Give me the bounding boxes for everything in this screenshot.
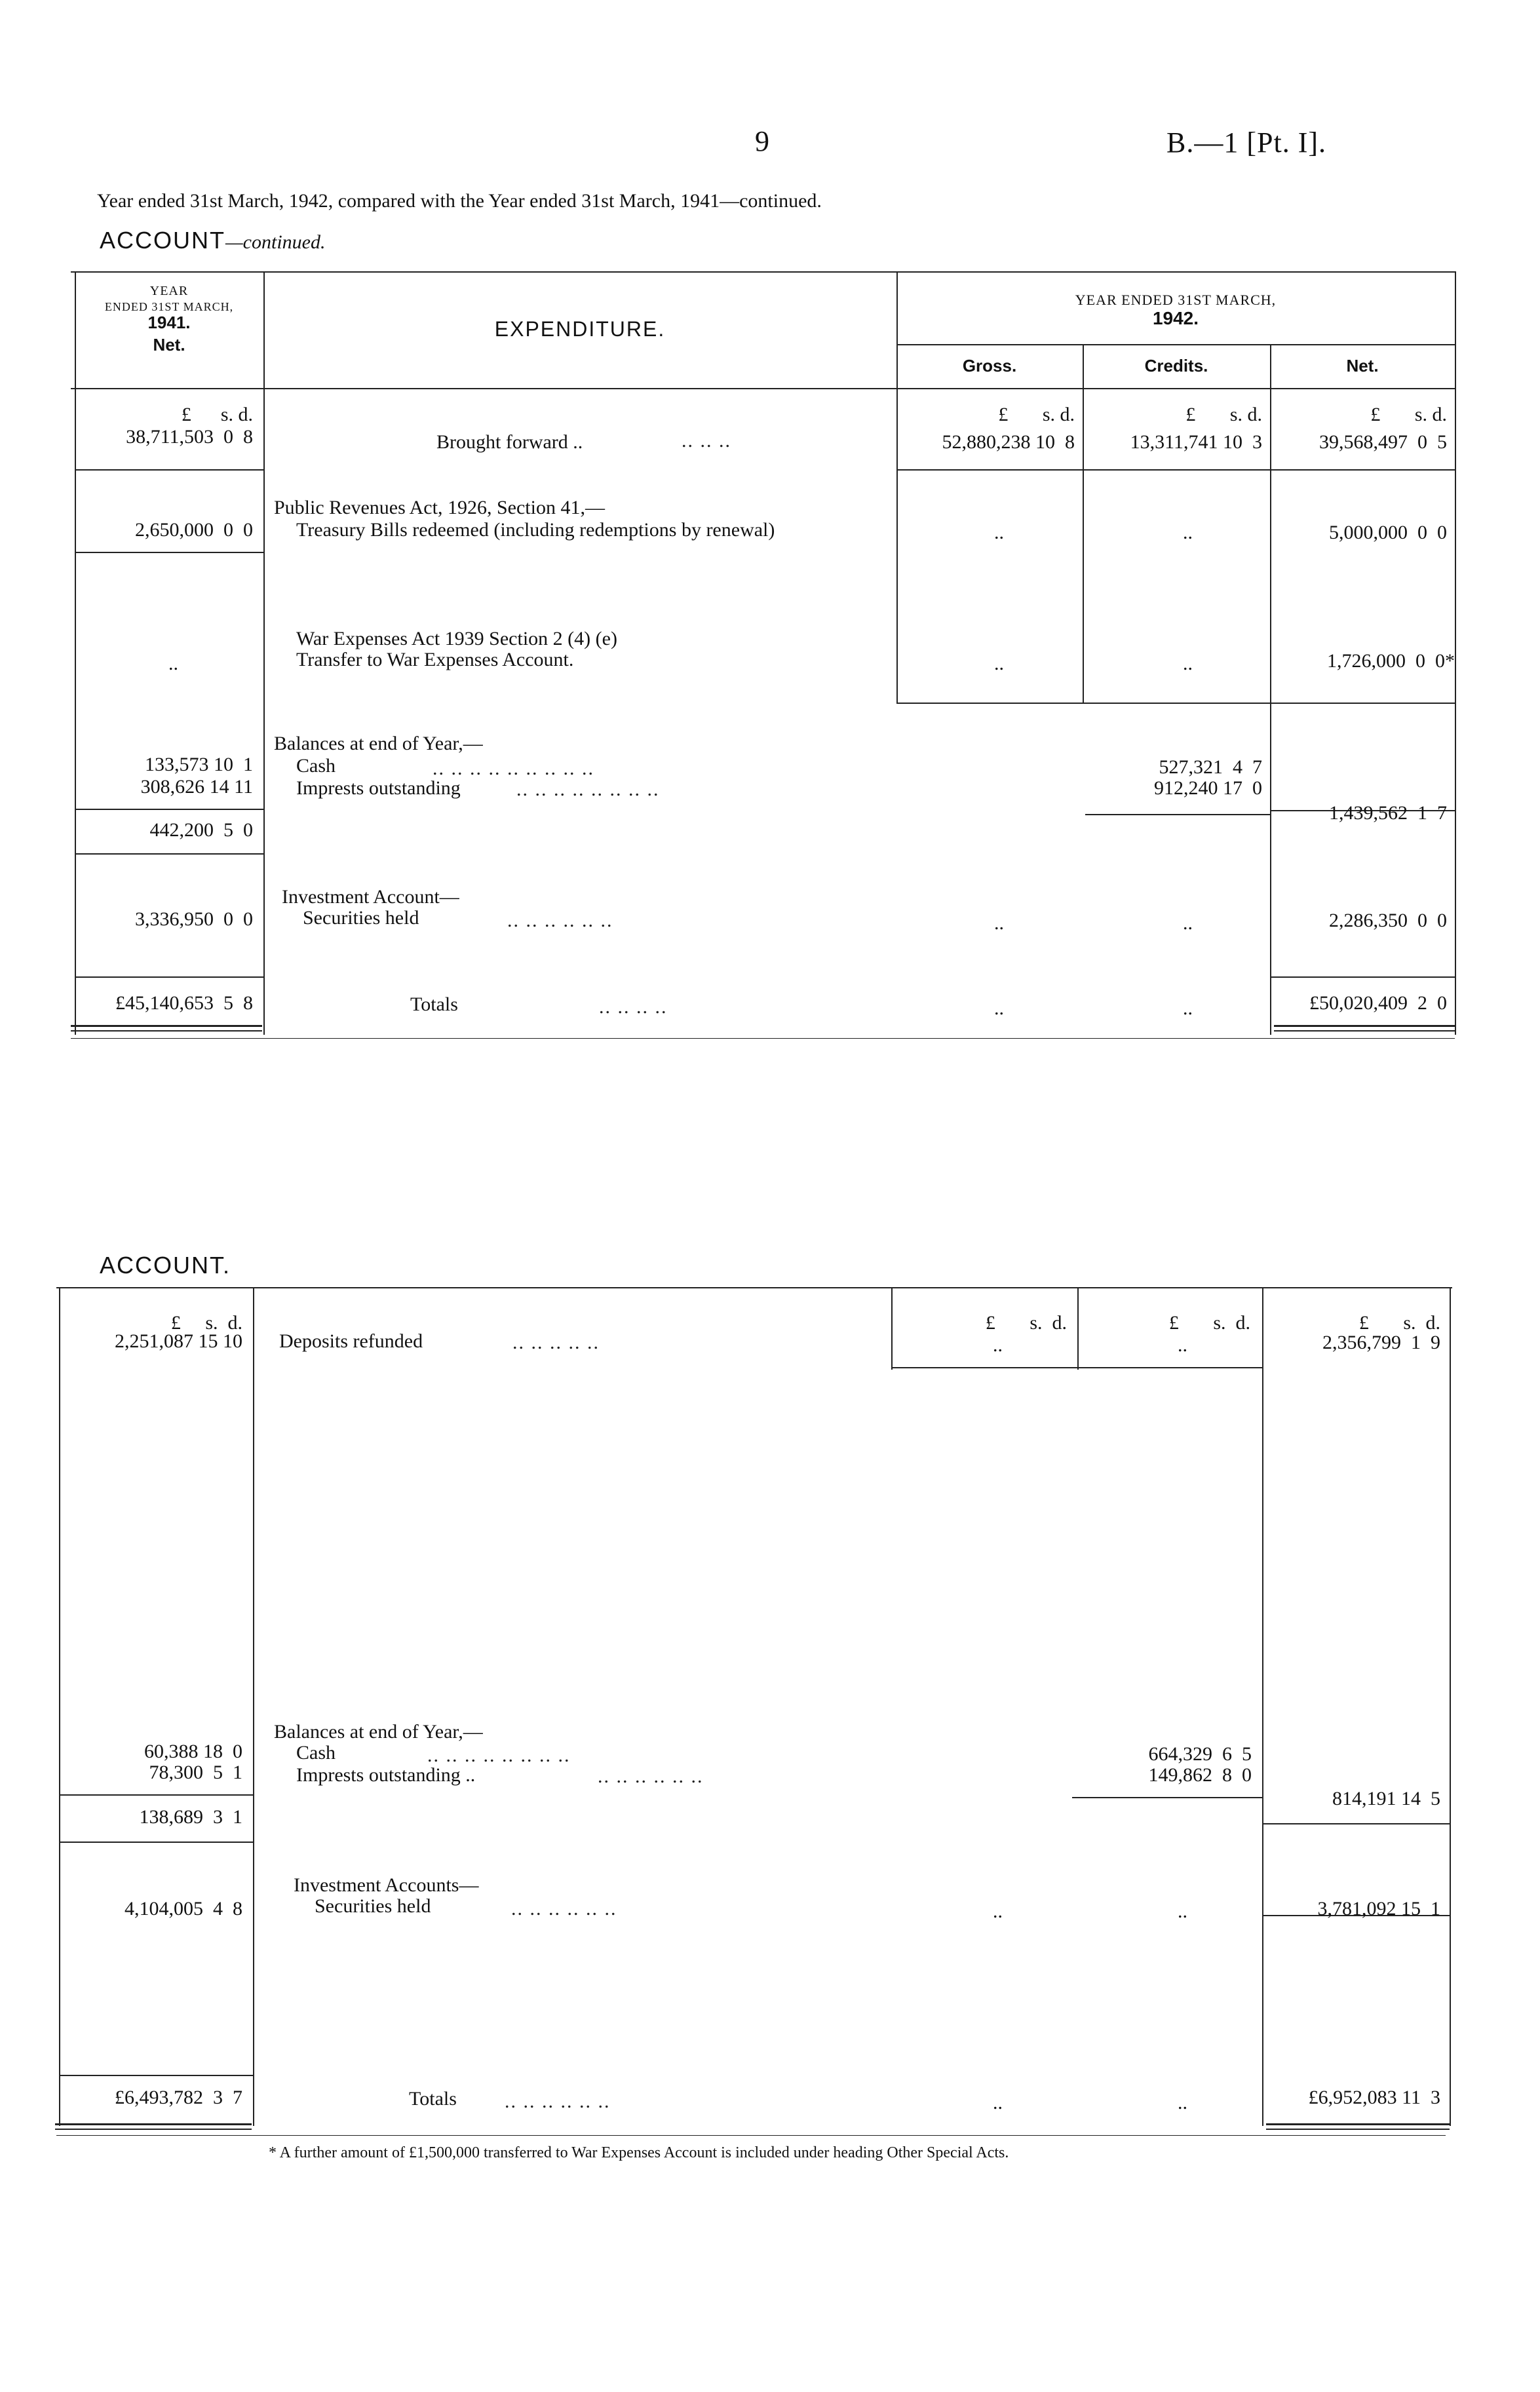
b-inv-leader: .. .. .. .. .. .. (511, 1898, 617, 1919)
dep-label: Deposits refunded (279, 1330, 423, 1352)
b-unit-credits: £ s. d. (1168, 1312, 1250, 1334)
bal-cash-label: Cash (296, 755, 336, 777)
header-year-1942 (896, 291, 1455, 328)
we-net: 1,726,000 0 0* (1327, 650, 1455, 672)
unit-net: £ s. d. (1370, 404, 1447, 425)
bal-label: Balances at end of Year,— (274, 733, 483, 754)
b-bal-label: Balances at end of Year,— (274, 1721, 483, 1743)
inv-gross: .. (994, 912, 1004, 934)
bal-prev-imprests: 308,626 14 11 (140, 776, 253, 798)
b-bal-cash-leader: .. .. .. .. .. .. .. .. (427, 1745, 571, 1766)
b-tot-label: Totals (409, 2088, 457, 2110)
b-bal-credits-cash: 664,329 6 5 (1148, 1743, 1252, 1765)
dep-prev: 2,251,087 15 10 (115, 1330, 242, 1352)
tot-label: Totals (410, 993, 458, 1015)
inv-credits: .. (1183, 912, 1193, 934)
pr-net: 5,000,000 0 0 (1329, 522, 1447, 543)
inv-line2: Securities held (303, 907, 419, 929)
b-tot-net: £6,952,083 11 3 (1308, 2087, 1440, 2108)
pr-line1: Public Revenues Act, 1926, Section 41,— (274, 497, 605, 518)
tot-net: £50,020,409 2 0 (1309, 992, 1447, 1014)
we-credits: .. (1183, 653, 1193, 674)
dep-gross: .. (993, 1334, 1003, 1356)
b-bal-prev-total: 138,689 3 1 (139, 1806, 242, 1828)
header-1942-line1: YEAR ENDED 31ST MARCH, (1075, 292, 1277, 308)
page-number: 9 (755, 125, 769, 157)
bf-prev: 38,711,503 0 8 (126, 426, 253, 448)
b-inv-net: 3,781,092 15 1 (1317, 1898, 1440, 1919)
bottom-table-title: ACCOUNT. (100, 1252, 231, 1279)
tot-gross: .. (994, 997, 1004, 1019)
dep-leader: .. .. .. .. .. (512, 1332, 600, 1353)
page-subtitle: Year ended 31st March, 1942, compared with the Year ended 31st March, 1941—continued. (97, 190, 822, 212)
b-tot-credits: .. (1178, 2092, 1187, 2113)
pr-prev: 2,650,000 0 0 (135, 519, 253, 541)
b-bal-prev-cash: 60,388 18 0 (144, 1741, 242, 1762)
b-unit-net: £ s. d. (1358, 1312, 1440, 1334)
unit-prev: £ s. d. (181, 404, 253, 425)
inv-net: 2,286,350 0 0 (1329, 910, 1447, 931)
b-tot-leader: .. .. .. .. .. .. (505, 2091, 611, 2112)
bf-net: 39,568,497 0 5 (1319, 431, 1447, 453)
we-line1: War Expenses Act 1939 Section 2 (4) (e) (296, 628, 617, 649)
tot-prev: £45,140,653 5 8 (115, 992, 253, 1014)
b-unit-gross: £ s. d. (985, 1312, 1067, 1334)
b-bal-imprests-leader: .. .. .. .. .. .. (598, 1765, 704, 1787)
bal-prev-total: 442,200 5 0 (149, 819, 253, 841)
header-net: Net. (1346, 356, 1379, 376)
pr-gross: .. (994, 522, 1004, 543)
header-1941-line3: 1941. (147, 313, 191, 332)
inv-leader: .. .. .. .. .. .. (507, 910, 613, 931)
pr-line2: Treasury Bills redeemed (including redemptions by renewal) (296, 519, 775, 541)
tot-credits: .. (1183, 997, 1193, 1019)
b-inv-line1: Investment Accounts— (294, 1874, 479, 1896)
we-prev: .. (168, 653, 178, 674)
b-tot-prev: £6,493,782 3 7 (115, 2087, 242, 2108)
bal-cash-leader: .. .. .. .. .. .. .. .. .. (433, 758, 594, 779)
b-bal-net: 814,191 14 5 (1332, 1788, 1440, 1809)
b-bal-prev-imprests: 78,300 5 1 (149, 1762, 242, 1783)
b-inv-line2: Securities held (315, 1895, 431, 1917)
footnote: * A further amount of £1,500,000 transferred to War Expenses Account is included under heading Other Special Acts. (269, 2144, 1009, 2161)
b-inv-gross: .. (993, 1900, 1003, 1922)
b-unit-prev: £ s. d. (170, 1312, 242, 1334)
dep-net: 2,356,799 1 9 (1322, 1332, 1440, 1353)
inv-line1: Investment Account— (282, 886, 459, 908)
top-table-title (100, 227, 325, 254)
bal-prev-cash: 133,573 10 1 (145, 754, 253, 775)
we-gross: .. (994, 653, 1004, 674)
header-expenditure: EXPENDITURE. (494, 317, 666, 341)
bal-net: 1,439,562 1 7 (1329, 802, 1447, 824)
dep-credits: .. (1178, 1334, 1187, 1356)
bf-leader: .. .. .. (682, 430, 731, 452)
header-credits: Credits. (1144, 356, 1208, 376)
inv-prev: 3,336,950 0 0 (135, 908, 253, 930)
header-1942-line2: 1942. (1152, 308, 1199, 328)
bal-credits-imprests: 912,240 17 0 (1154, 777, 1262, 799)
bal-imprests-leader: .. .. .. .. .. .. .. .. (516, 779, 660, 800)
top-title-main: ACCOUNT (100, 227, 225, 254)
b-bal-imprests-label: Imprests outstanding .. (296, 1764, 476, 1786)
b-inv-credits: .. (1178, 1900, 1187, 1922)
header-1941-net: Net. (153, 335, 185, 355)
bal-imprests-label: Imprests outstanding (296, 777, 461, 799)
b-inv-prev: 4,104,005 4 8 (125, 1898, 242, 1919)
header-1941-line2: ENDED 31ST MARCH, (104, 300, 234, 313)
bf-credits: 13,311,741 10 3 (1130, 431, 1262, 453)
unit-credits: £ s. d. (1185, 404, 1262, 425)
pr-credits: .. (1183, 522, 1193, 543)
header-gross: Gross. (962, 356, 1017, 376)
b-tot-gross: .. (993, 2092, 1003, 2113)
page-reference: B.—1 [Pt. I]. (1166, 126, 1326, 159)
bf-label: Brought forward .. (436, 431, 583, 453)
header-year-1941 (75, 283, 263, 353)
we-line2: Transfer to War Expenses Account. (296, 649, 574, 670)
b-bal-credits-imprests: 149,862 8 0 (1148, 1764, 1252, 1786)
tot-leader: .. .. .. .. (599, 996, 668, 1018)
header-1941-line1: YEAR (149, 284, 189, 298)
top-title-suffix: —continued. (225, 231, 326, 253)
unit-gross: £ s. d. (998, 404, 1075, 425)
b-bal-cash-label: Cash (296, 1742, 336, 1764)
bal-credits-cash: 527,321 4 7 (1159, 756, 1262, 778)
bf-gross: 52,880,238 10 8 (942, 431, 1075, 453)
